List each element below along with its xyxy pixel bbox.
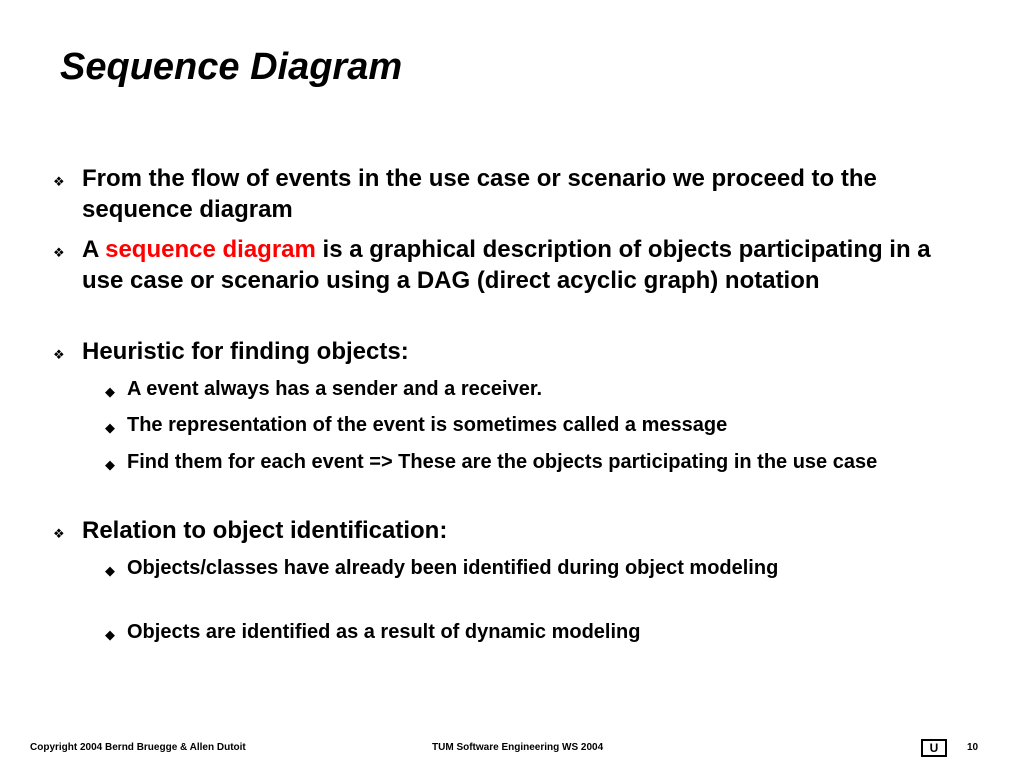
bullet-item [82,234,962,296]
bullet-item: Relation to object identification: [82,517,448,544]
bullet-icon: ❖ [53,245,65,260]
footer-copyright: Copyright 2004 Bernd Bruegge & Allen Dutoit [30,742,246,753]
sub-bullet-icon: ◆ [105,420,115,435]
sub-bullet-icon: ◆ [105,457,115,472]
sub-bullet-item: Find them for each event => These are the objects participating in the use case [127,451,878,473]
sub-bullet-item: A event always has a sender and a receiver. [127,378,543,400]
tum-logo-icon: U [921,739,947,757]
bullet-icon: ❖ [53,174,65,189]
sub-bullet-item: The representation of the event is sometimes called a message [127,414,728,436]
sub-bullet-icon: ◆ [105,384,115,399]
bullet-icon: ❖ [53,347,65,362]
slide-title: Sequence Diagram [60,46,403,88]
sub-bullet-item: Objects are identified as a result of dynamic modeling [127,621,641,643]
sub-bullet-icon: ◆ [105,563,115,578]
highlighted-term: sequence diagram [105,236,316,263]
bullet-item: From the flow of events in the use case or scenario we proceed to the sequence diagram [82,165,877,223]
footer-course: TUM Software Engineering WS 2004 [432,742,604,753]
sub-bullet-icon: ◆ [105,627,115,642]
sub-bullet-item: Objects/classes have already been identified during object modeling [127,557,779,579]
bullet-text-prefix: A [82,236,106,263]
bullet-text-suffix: is a graphical description of objects participating in a use case or scenario using a DAG (direct acyclic graph) notation [82,236,931,294]
bullet-item: Heuristic for finding objects: [82,338,409,365]
page-number: 10 [967,742,979,753]
bullet-icon: ❖ [53,526,65,541]
